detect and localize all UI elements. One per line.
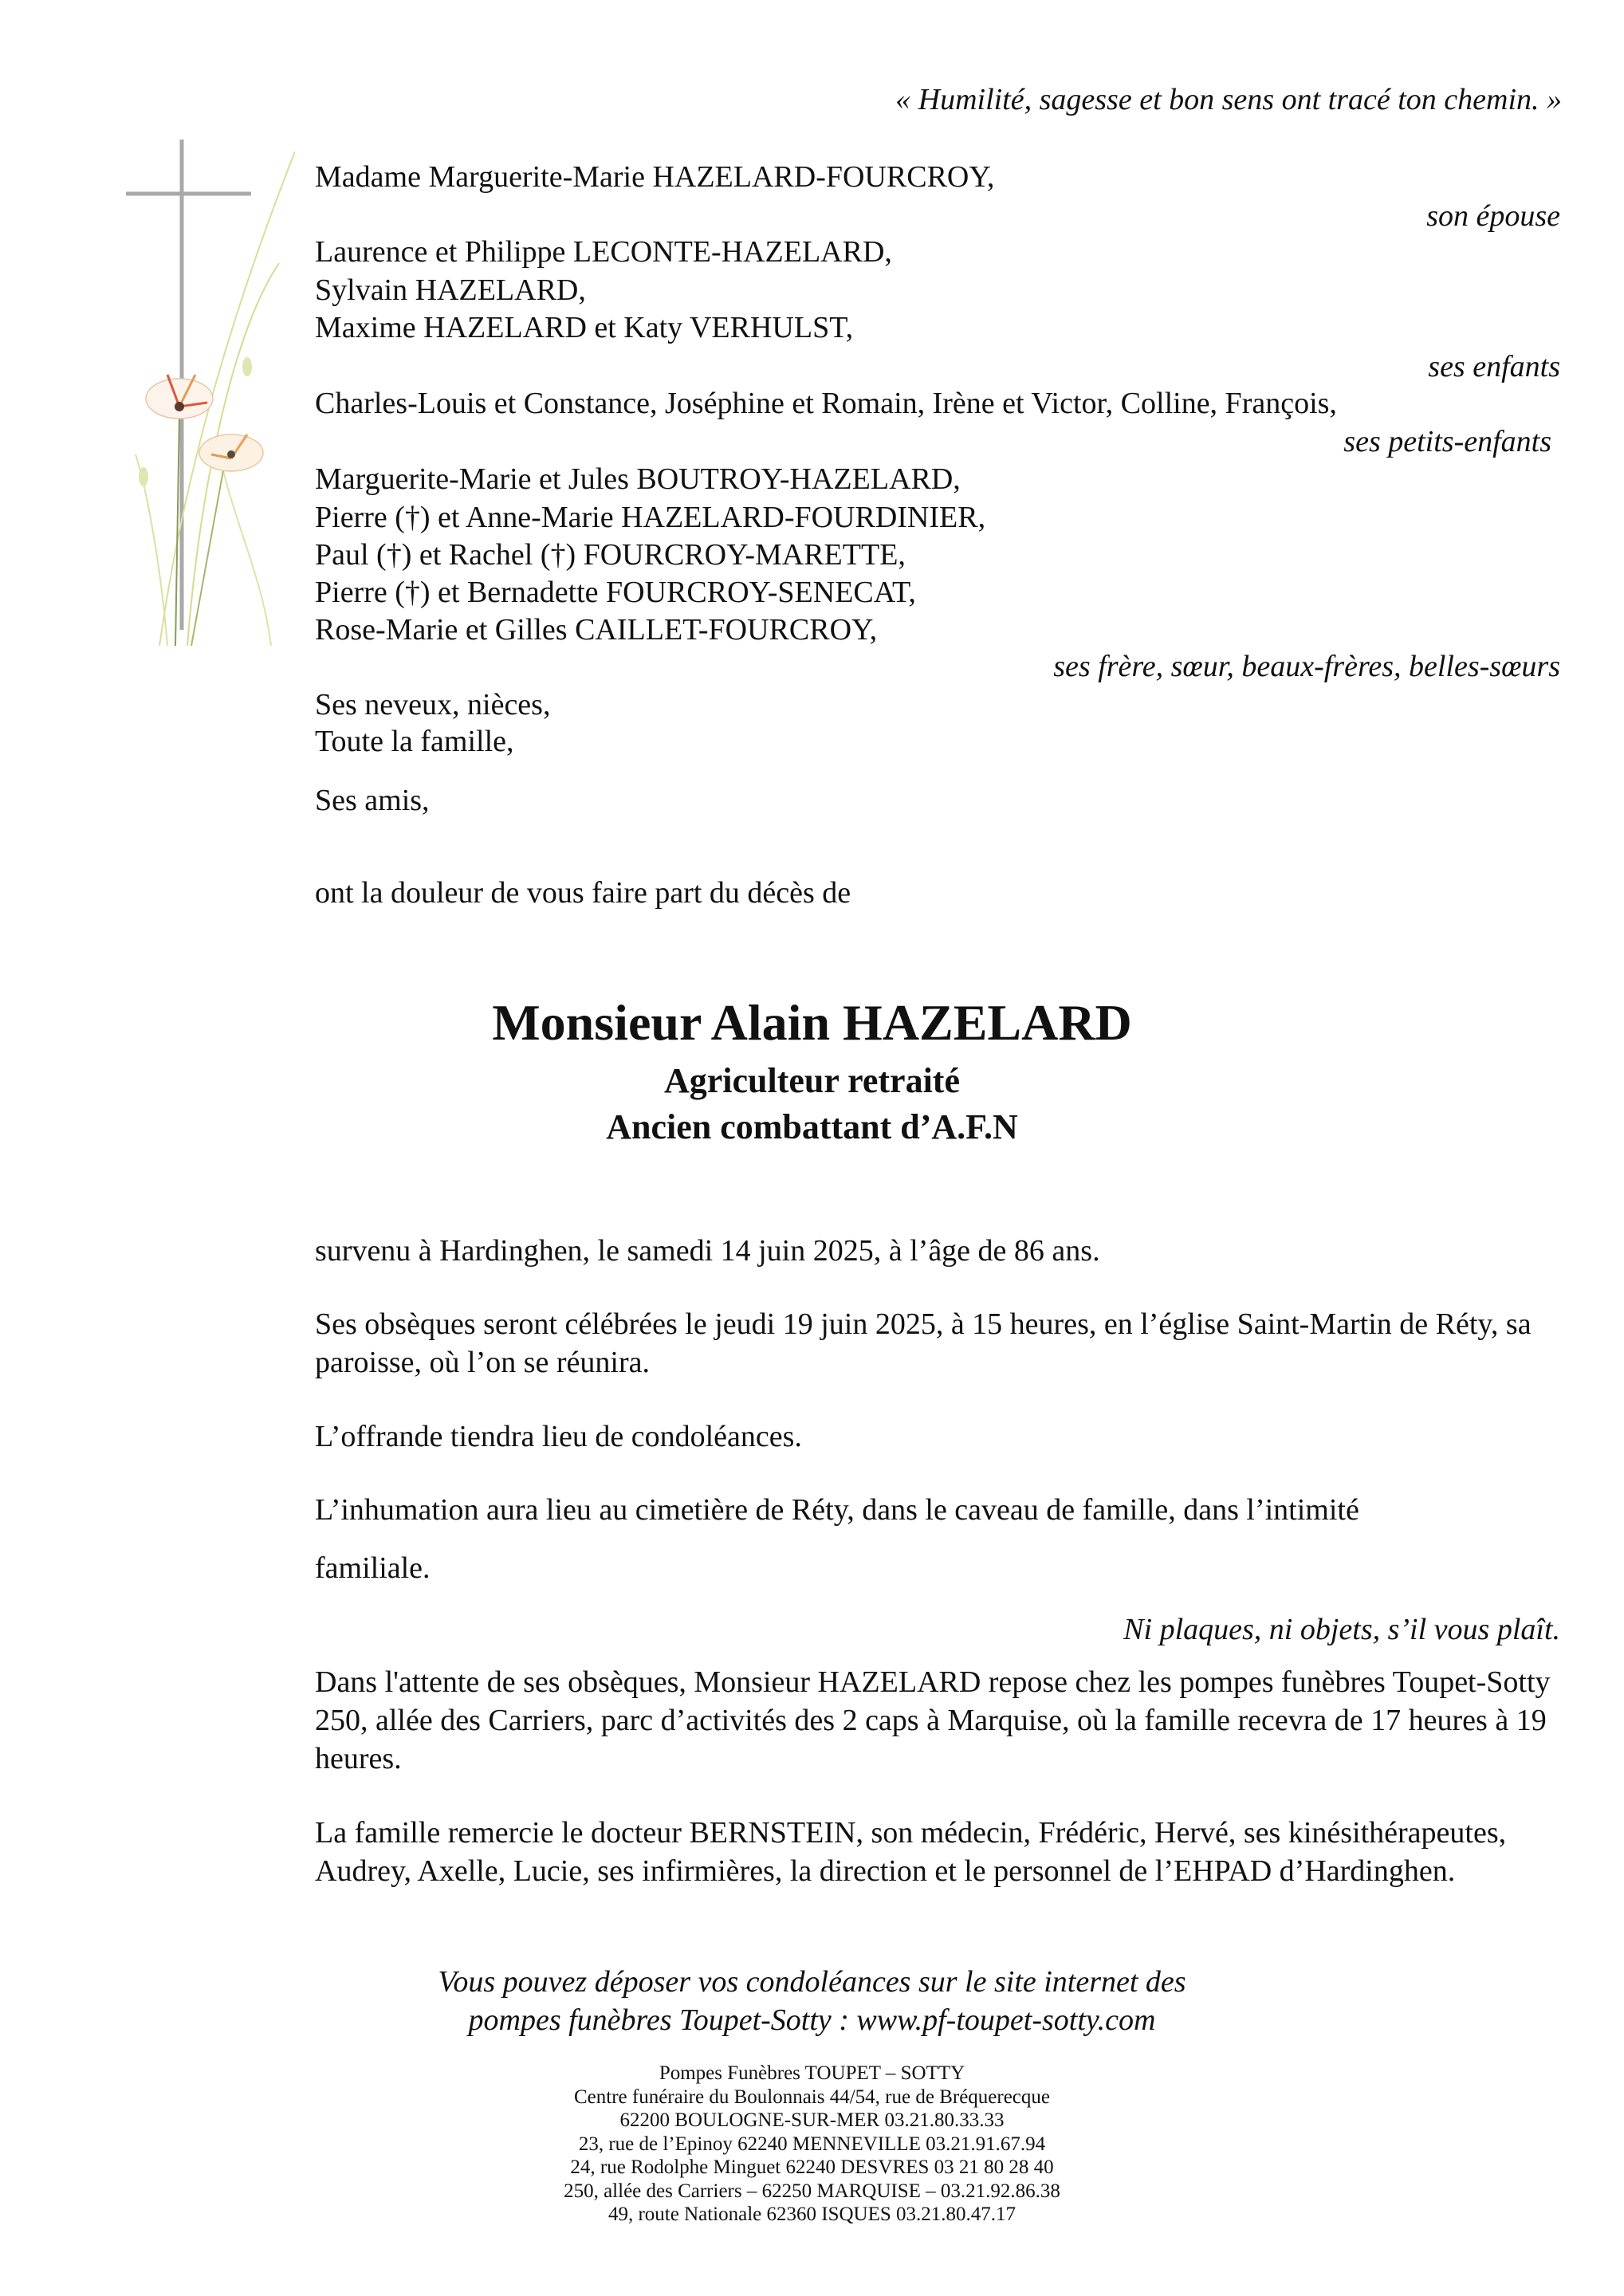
sibling-name: Pierre (†) et Bernadette FOURCROY-SENECAT, [315,576,916,609]
whole-family: Toute la famille, [315,725,514,758]
child-name: Sylvain HAZELARD, [315,273,586,307]
footer-address: Centre funéraire du Boulonnais 44/54, rue de Bréquerecque [573,2086,1050,2108]
sibling-name: Paul (†) et Rachel (†) FOURCROY-MARETTE, [315,538,906,572]
relation-children: ses enfants [1428,350,1560,383]
nephews-nieces: Ses neveux, nièces, [315,688,551,721]
poppy-bud-icon [242,357,252,376]
sibling-name: Marguerite-Marie et Jules BOUTROY-HAZELARD, [315,462,961,496]
sibling-name: Rose-Marie et Gilles CAILLET-FOURCROY, [315,613,878,647]
burial-details: L’inhumation aura lieu au cimetière de Réty, dans le caveau de famille, dans l’intimité [315,1493,1359,1527]
grandchildren-names: Charles-Louis et Constance, Joséphine et Romain, Irène et Victor, Colline, François, [315,387,1337,420]
child-name: Laurence et Philippe LECONTE-HAZELARD, [315,235,892,269]
relation-siblings: ses frère, sœur, beaux-frères, belles-sœurs [1053,650,1560,683]
death-details: survenu à Hardinghen, le samedi 14 juin 2025, à l’âge de 86 ans. [315,1234,1100,1268]
resting-place-details: Dans l'attente de ses obsèques, Monsieur HAZELARD repose chez les pompes funèbres Toupet-Sotty 250, allée des Carriers, parc d’activités des 2 caps à Marquise, où la famille recevra de 17 heures à 19 heures. [315,1665,1551,1775]
deceased-occupation: Agriculteur retraité [664,1061,960,1100]
sibling-name: Pierre (†) et Anne-Marie HAZELARD-FOURDINIER, [315,501,986,534]
no-flowers-note: Ni plaques, ni objets, s’il vous plaît. [1123,1613,1560,1646]
burial-details-cont: familiale. [315,1551,431,1585]
deceased-distinction: Ancien combattant d’A.F.N [606,1107,1018,1146]
poppy-bud-icon [139,467,148,486]
website-link[interactable]: pompes funèbres Toupet-Sotty : www.pf-toupet-sotty.com [468,2003,1156,2037]
funeral-details: Ses obsèques seront célébrées le jeudi 19 juin 2025, à 15 heures, en l’église Saint-Martin de Réty, sa paroisse, où l’on se réunira. [315,1307,1532,1379]
cross-with-poppies-icon [112,136,295,646]
footer-address: 250, allée des Carriers – 62250 MARQUISE – 03.21.92.86.38 [564,2180,1060,2202]
poppy-flower-icon [146,375,213,419]
deceased-name: Monsieur Alain HAZELARD [492,994,1132,1051]
footer-address: 24, rue Rodolphe Minguet 62240 DESVRES 03 21 80 28 40 [570,2156,1054,2178]
relation-grandchildren: ses petits-enfants [1343,425,1551,458]
friends: Ses amis, [315,784,430,817]
footer-company-name: Pompes Funèbres TOUPET – SOTTY [659,2062,965,2084]
funeral-home-footer [0,2062,1624,2227]
announcement-line: ont la douleur de vous faire part du décès de [315,876,851,910]
condolences-web-note [0,1963,1624,2039]
relation-spouse: son épouse [1426,199,1560,233]
spouse-name: Madame Marguerite-Marie HAZELARD-FOURCROY, [315,160,995,194]
offering-note: L’offrande tiendra lieu de condoléances. [315,1420,802,1453]
thanks-paragraph: La famille remercie le docteur BERNSTEIN, son médecin, Frédéric, Hervé, ses kinésithérapeutes, Audrey, Axelle, Lucie, ses infirmières, la direction et le personnel de l’EHPAD d’Hardinghen. [315,1816,1507,1888]
footer-address: 23, rue de l’Epinoy 62240 MENNEVILLE 03.21.91.67.94 [578,2133,1046,2155]
footer-address: 62200 BOULOGNE-SUR-MER 03.21.80.33.33 [619,2109,1005,2131]
footer-address: 49, route Nationale 62360 ISQUES 03.21.80.47.17 [608,2204,1016,2225]
poppy-flower-icon [199,434,263,471]
web-note-line: Vous pouvez déposer vos condoléances sur le site internet des [438,1965,1186,1999]
epigraph-quote: « Humilité, sagesse et bon sens ont tracé ton chemin. » [895,83,1562,116]
child-name: Maxime HAZELARD et Katy VERHULST, [315,311,854,344]
